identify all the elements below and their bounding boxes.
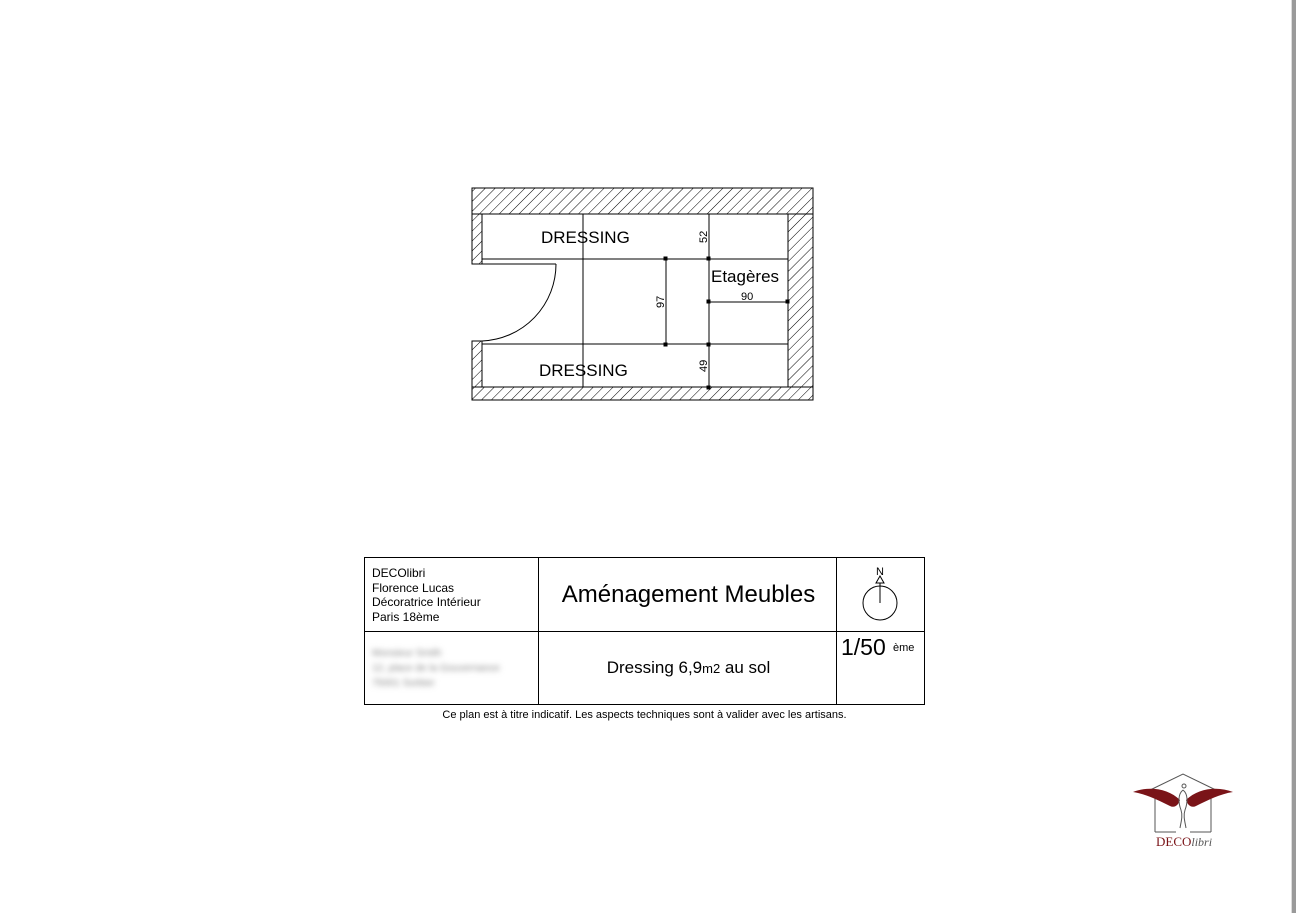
logo-libri: libri xyxy=(1191,835,1213,849)
decolibri-logo xyxy=(1128,770,1238,850)
wall-bottom xyxy=(472,387,813,400)
firm-role: Décoratrice Intérieur xyxy=(372,595,481,609)
client-line: 12, place de la Gouvernance xyxy=(372,663,500,674)
north-arrow-icon xyxy=(838,562,924,628)
dim-top-depth: 52 xyxy=(698,230,710,243)
client-info-redacted xyxy=(372,646,500,691)
firm-location: Paris 18ème xyxy=(372,609,440,624)
dressing-top-label: DRESSING xyxy=(541,228,630,247)
project-title: Aménagement Meubles xyxy=(561,580,816,608)
house-icon xyxy=(1146,774,1220,832)
scale: 1/50 xyxy=(841,634,886,660)
disclaimer: Ce plan est à titre indicatif. Les aspects techniques sont à valider avec les artisans. xyxy=(442,709,847,721)
walls xyxy=(472,188,813,400)
firm-info xyxy=(372,566,481,624)
client-line: 75001 Sorbier xyxy=(372,678,435,689)
dimension-lines xyxy=(664,214,789,389)
firm-person: Florence Lucas xyxy=(372,580,455,595)
scale-suffix: ème xyxy=(893,642,915,654)
room-name: Dressing 6,9 xyxy=(606,658,703,677)
firm-name: DECOlibri xyxy=(372,566,426,580)
logo-deco: DECO xyxy=(1156,834,1192,849)
client-line: Monsieur Smith xyxy=(372,648,442,659)
wall-top xyxy=(472,188,813,214)
dim-corridor-width: 97 xyxy=(655,295,667,308)
dim-bottom-depth: 49 xyxy=(698,359,710,372)
room-description xyxy=(540,632,837,704)
wall-left-upper xyxy=(472,214,482,264)
room-unit: m2 xyxy=(702,660,721,676)
room-suffix: au sol xyxy=(720,658,771,677)
north-label: N xyxy=(876,566,884,578)
wall-right xyxy=(788,214,813,387)
shelves-label: Etagères xyxy=(711,267,780,286)
dim-shelves-depth: 90 xyxy=(741,291,754,303)
title-block xyxy=(364,557,925,705)
logo-wordmark xyxy=(1156,834,1212,849)
bird-icon xyxy=(1133,784,1233,828)
door xyxy=(472,264,556,341)
dressing-bottom-label: DRESSING xyxy=(539,361,628,380)
wall-left-lower xyxy=(472,341,482,387)
